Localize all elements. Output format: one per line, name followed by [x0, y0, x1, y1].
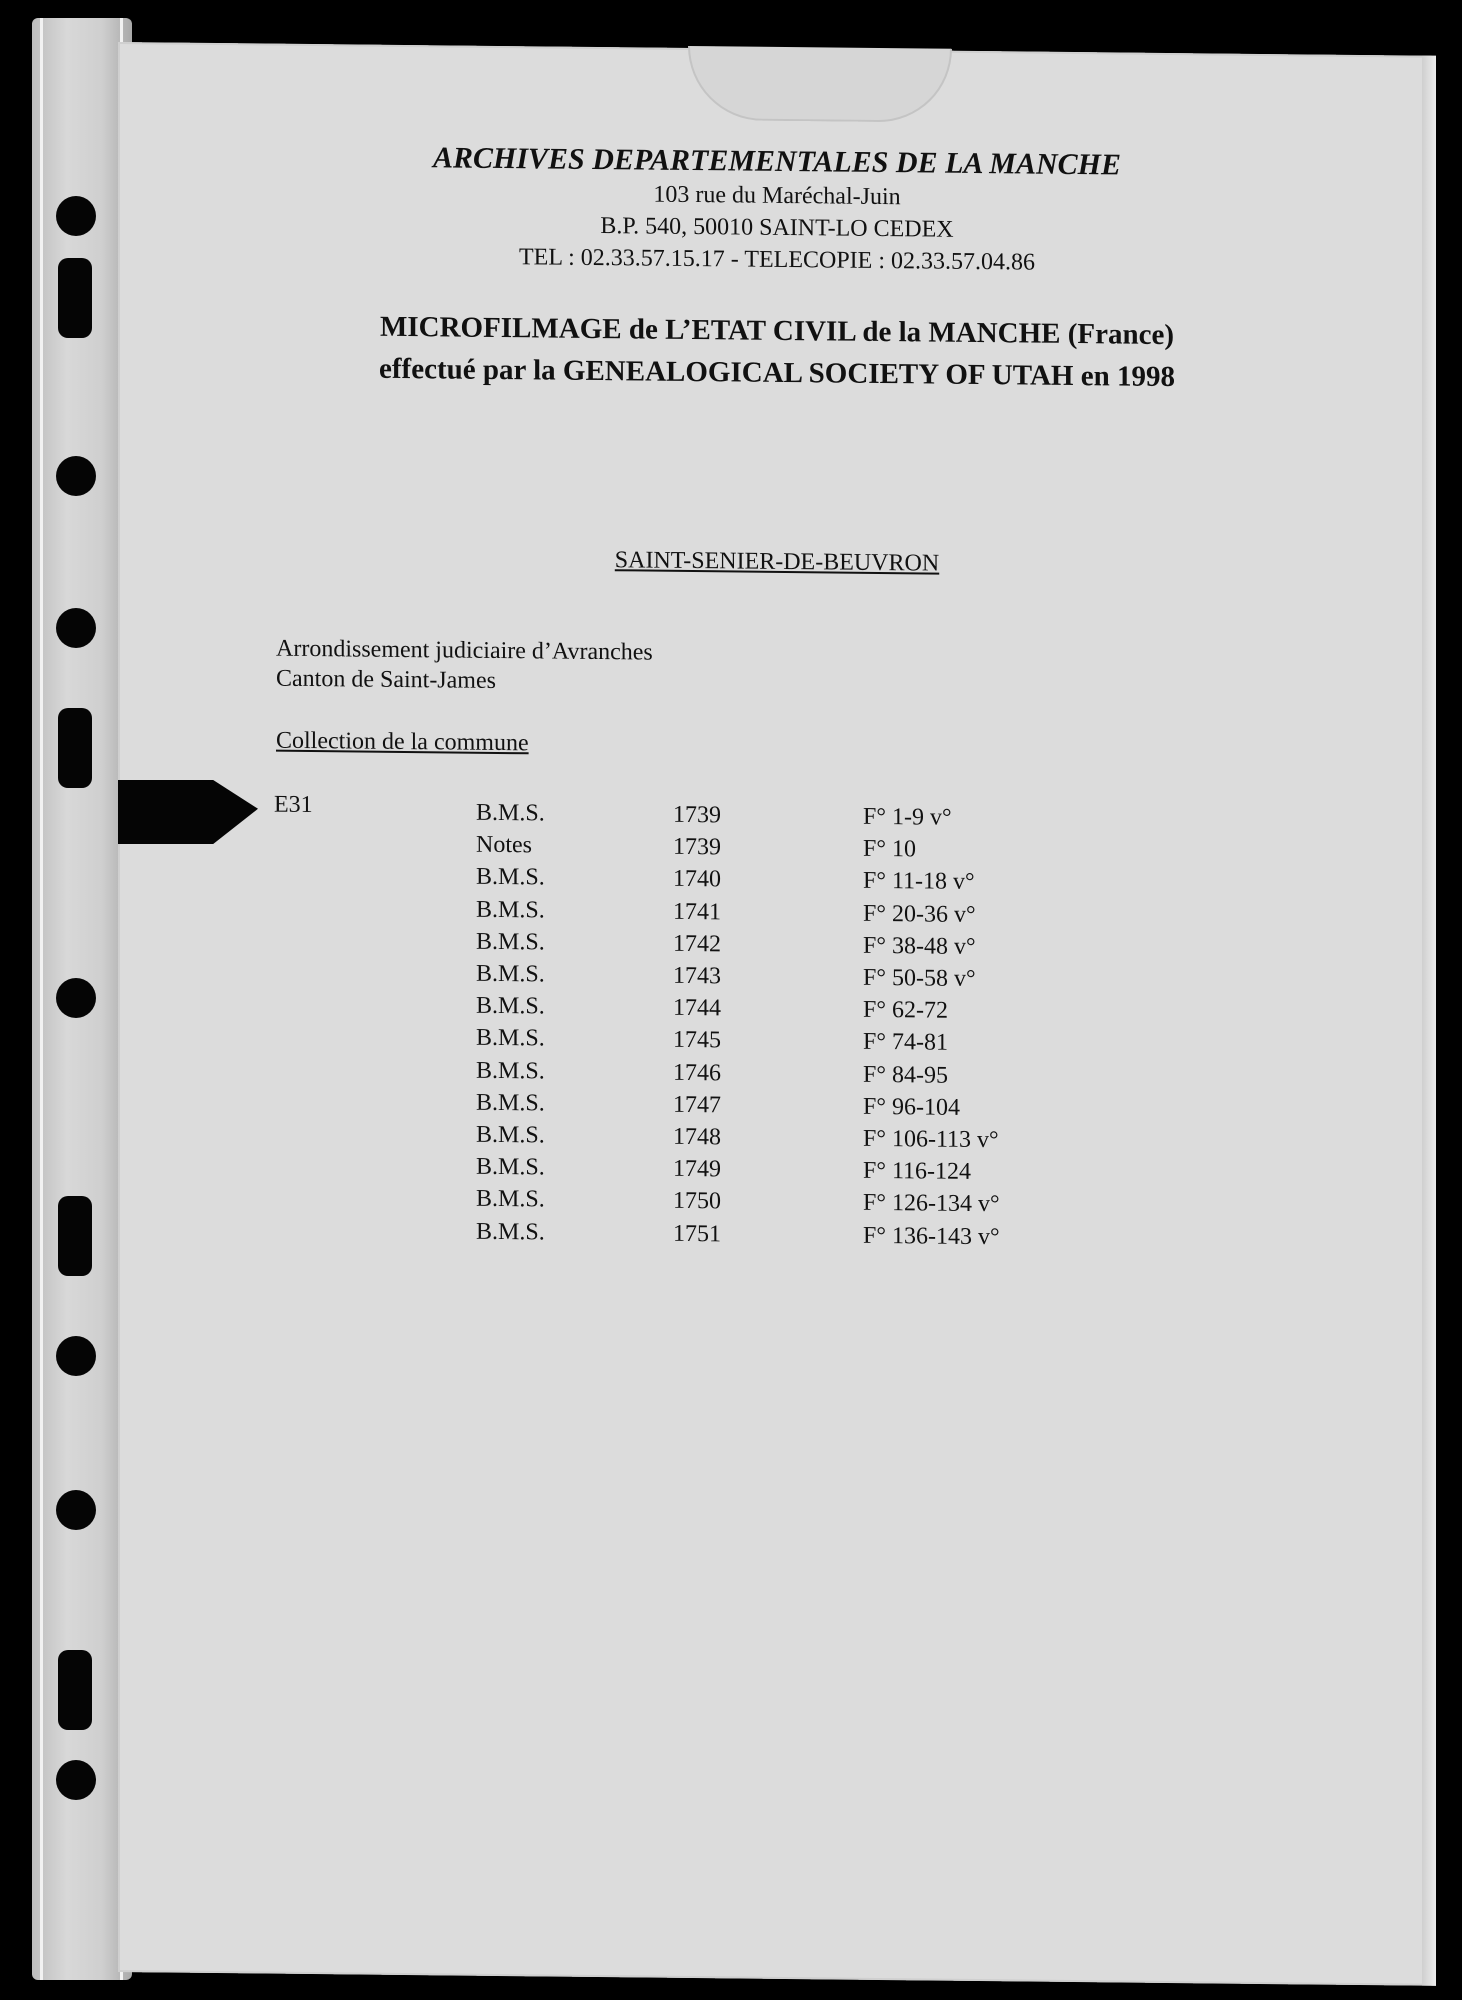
punch-hole — [56, 456, 96, 496]
record-folio: F° 20-36 v° — [863, 900, 976, 928]
record-type: B.M.S. — [476, 1089, 545, 1117]
record-type: Notes — [476, 831, 532, 859]
phone-line: TEL : 02.33.57.15.17 - TELECOPIE : 02.33.57.04.86 — [519, 244, 1035, 276]
record-folio: F° 1-9 v° — [863, 803, 952, 831]
canton-label: Canton de Saint-James — [276, 665, 496, 694]
record-folio: F° 50-58 v° — [863, 964, 976, 992]
sheet-tab-cutout — [688, 46, 952, 123]
record-year: 1750 — [673, 1188, 721, 1215]
record-year: 1739 — [673, 801, 721, 829]
collection-heading: Collection de la commune — [276, 727, 529, 757]
record-type: B.M.S. — [476, 1121, 545, 1149]
microfilm-title-line-1: MICROFILMAGE de L’ETAT CIVIL de la MANCHE (France) — [379, 310, 1175, 352]
record-year: 1747 — [673, 1091, 721, 1119]
binder-edge — [40, 18, 43, 1980]
archives-title: ARCHIVES DEPARTEMENTALES DE LA MANCHE — [433, 141, 1121, 182]
record-year: 1741 — [673, 898, 721, 925]
record-type: B.M.S. — [476, 799, 545, 827]
record-folio: F° 38-48 v° — [863, 932, 976, 960]
record-year: 1751 — [673, 1220, 721, 1247]
records-table — [118, 796, 1436, 1250]
record-folio: F° 106-113 v° — [863, 1125, 999, 1154]
record-year: 1746 — [673, 1059, 721, 1086]
commune-name: SAINT-SENIER-DE-BEUVRON — [614, 547, 940, 577]
punch-slot — [58, 708, 92, 788]
binder-strip — [32, 18, 132, 1980]
record-type: B.M.S. — [476, 1025, 545, 1052]
address-line-2: B.P. 540, 50010 SAINT-LO CEDEX — [600, 213, 954, 243]
punch-hole — [56, 608, 96, 648]
record-type: B.M.S. — [476, 864, 545, 891]
address-line-1: 103 rue du Maréchal-Juin — [653, 181, 901, 211]
record-folio: F° 84-95 — [863, 1061, 948, 1089]
record-year: 1743 — [673, 962, 721, 990]
record-year: 1744 — [673, 994, 721, 1022]
record-year: 1745 — [673, 1027, 721, 1054]
record-type: B.M.S. — [476, 1153, 545, 1181]
record-year: 1739 — [673, 833, 721, 861]
record-type: B.M.S. — [476, 960, 545, 988]
document-sheet — [118, 42, 1436, 1986]
record-year: 1740 — [673, 866, 721, 893]
punch-slot — [58, 1196, 92, 1276]
record-folio: F° 62-72 — [863, 996, 948, 1024]
record-type: B.M.S. — [476, 1186, 545, 1213]
punch-slot — [58, 1650, 92, 1730]
punch-hole — [56, 196, 96, 236]
record-year: 1749 — [673, 1155, 721, 1183]
record-year: 1748 — [673, 1123, 721, 1151]
record-folio: F° 96-104 — [863, 1093, 960, 1121]
punch-hole — [56, 1490, 96, 1530]
record-type: B.M.S. — [476, 1057, 545, 1085]
record-folio: F° 11-18 v° — [863, 868, 975, 896]
microfilm-title-line-2: effectué par la GENEALOGICAL SOCIETY OF UTAH en 1998 — [379, 352, 1175, 394]
record-type: B.M.S. — [476, 992, 545, 1020]
punch-slot — [58, 258, 92, 338]
record-year: 1742 — [673, 930, 721, 958]
record-type: B.M.S. — [476, 896, 545, 924]
cote-label: E31 — [274, 791, 313, 819]
record-folio: F° 116-124 — [863, 1157, 972, 1186]
record-folio: F° 74-81 — [863, 1029, 948, 1057]
punch-hole — [56, 978, 96, 1018]
record-folio: F° 126-134 v° — [863, 1190, 1000, 1218]
punch-hole — [56, 1336, 96, 1376]
record-folio: F° 10 — [863, 835, 916, 863]
arrondissement-label: Arrondissement judiciaire d’Avranches — [276, 635, 653, 666]
record-type: B.M.S. — [476, 1218, 545, 1246]
punch-hole — [56, 1760, 96, 1800]
record-type: B.M.S. — [476, 928, 545, 956]
record-folio: F° 136-143 v° — [863, 1222, 1000, 1250]
